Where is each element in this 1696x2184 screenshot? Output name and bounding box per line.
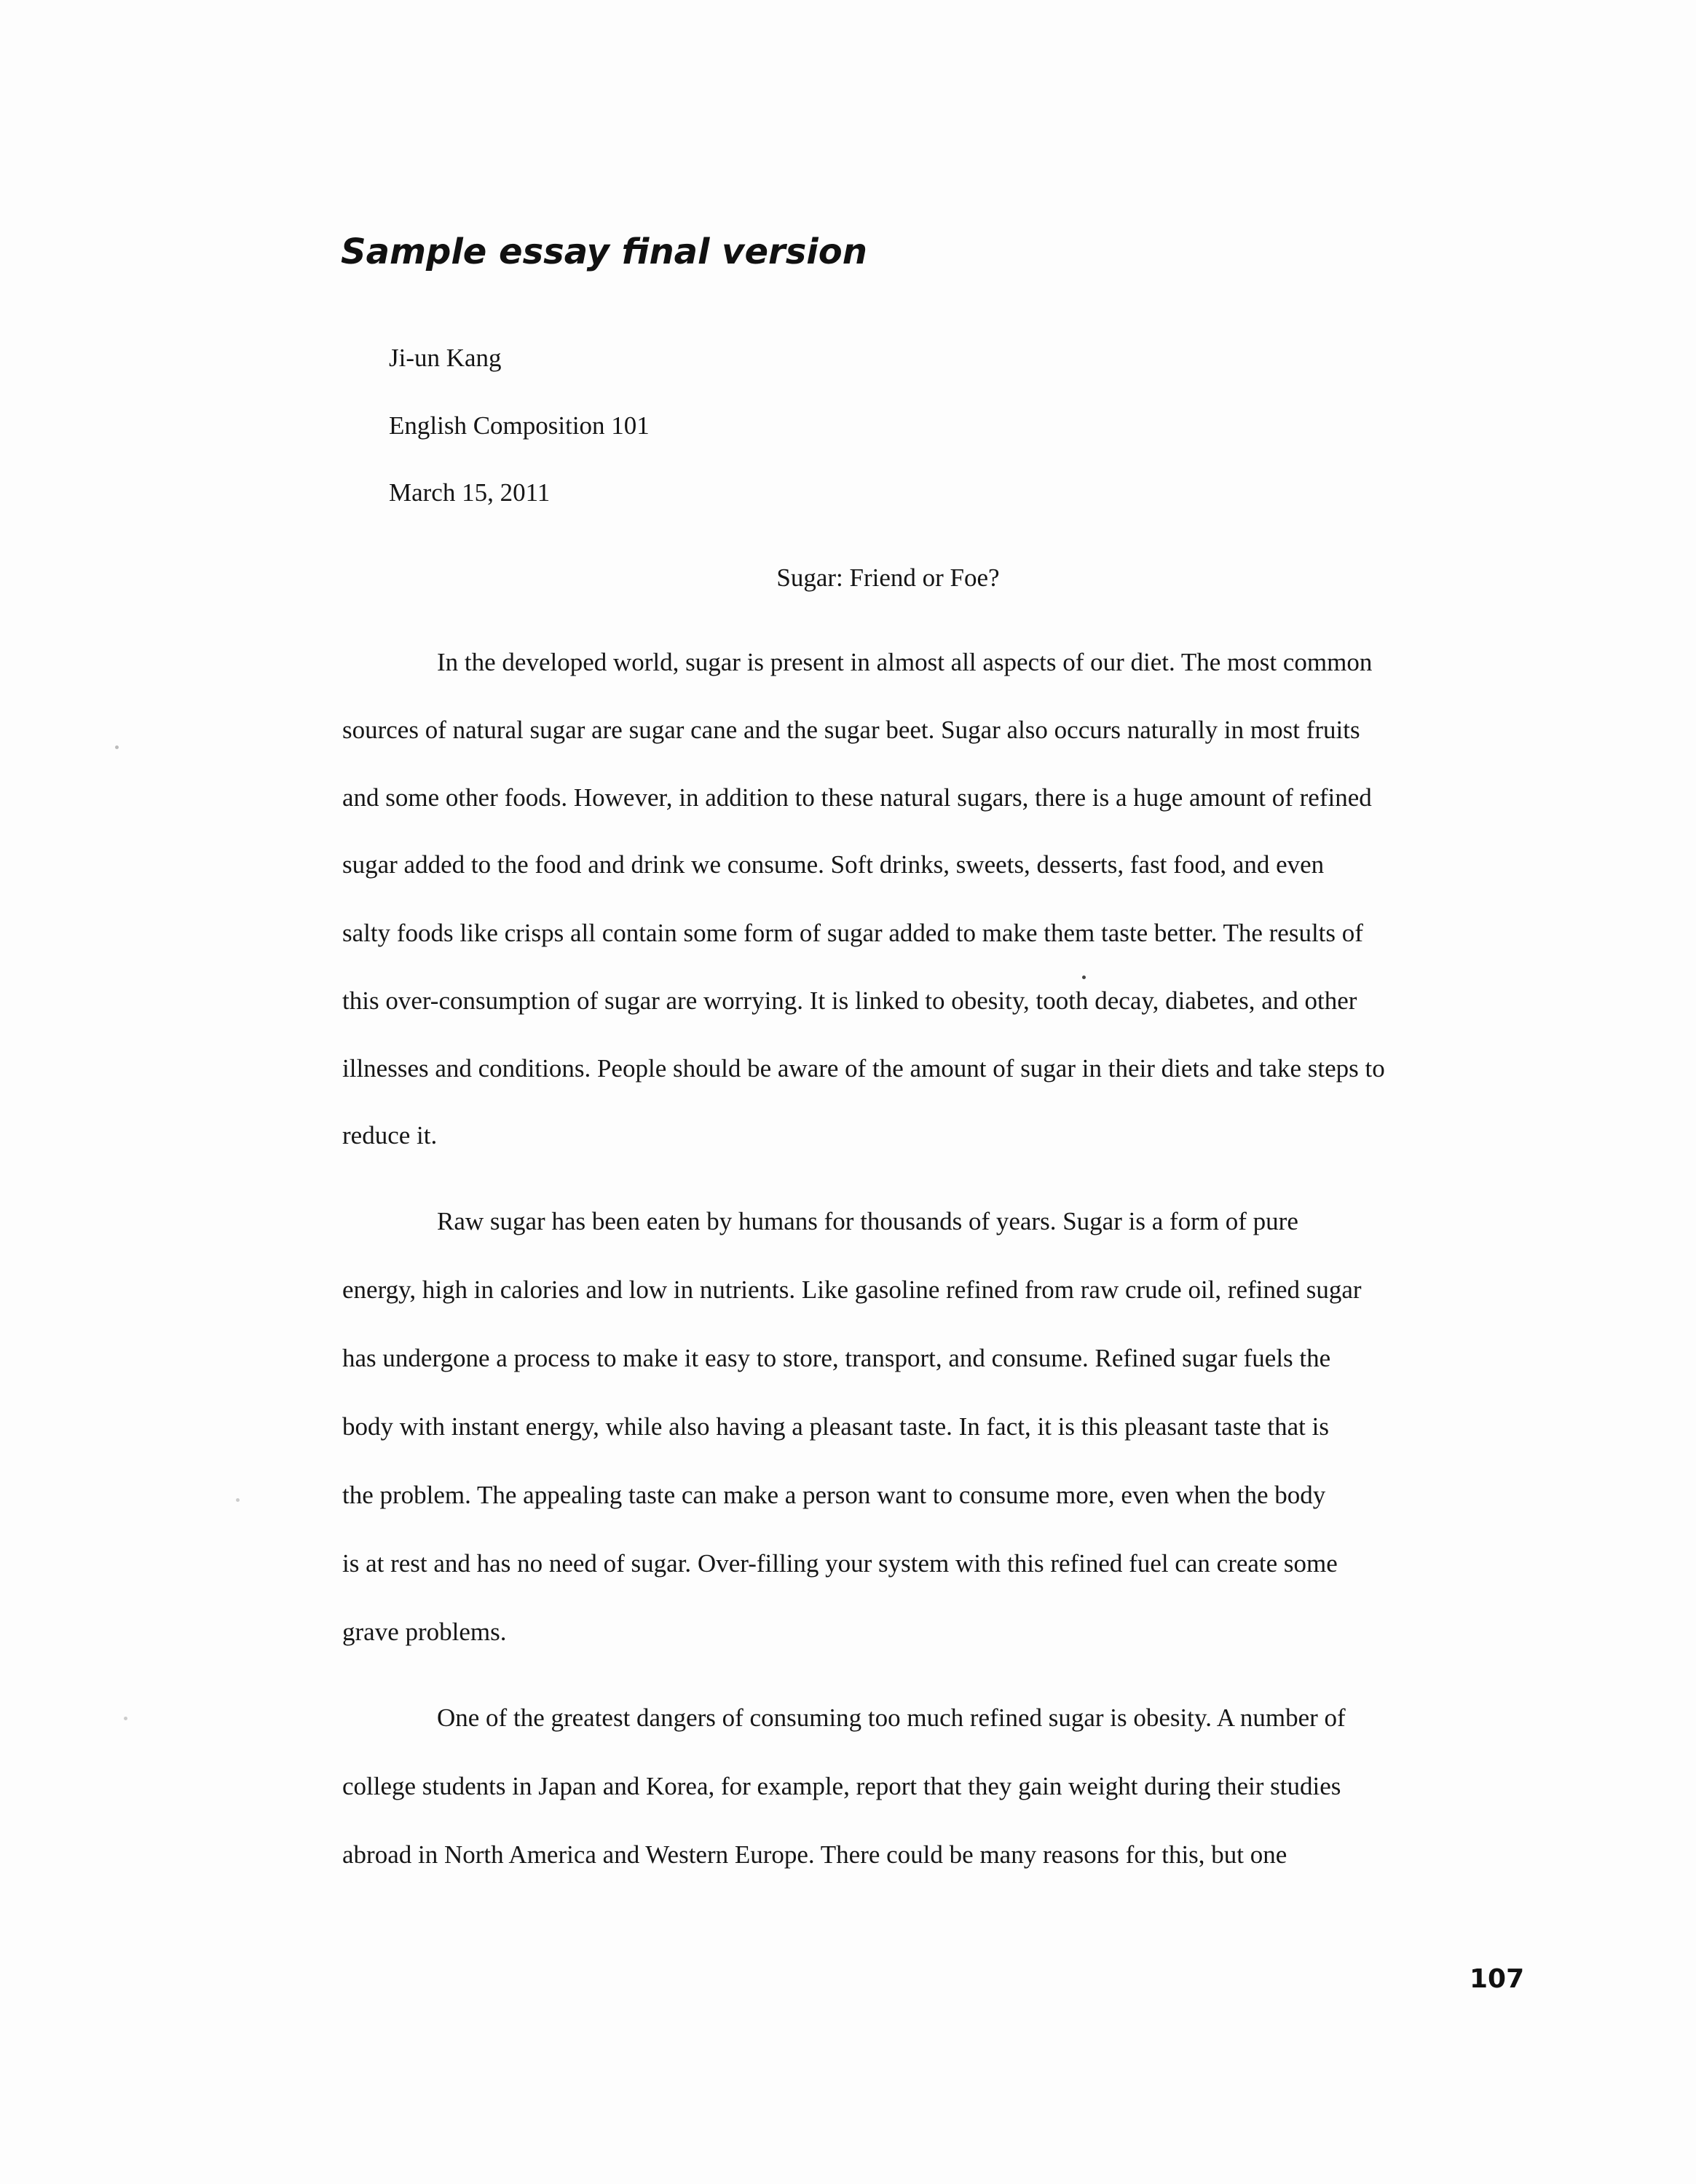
paragraph-line: is at rest and has no need of sugar. Over-filling your system with this refined fuel can create some [342, 1549, 1338, 1578]
paragraph-line: this over-consumption of sugar are worrying. It is linked to obesity, tooth decay, diabetes, and other [342, 986, 1357, 1015]
scan-speck [124, 1717, 127, 1720]
paragraph-line: Raw sugar has been eaten by humans for thousands of years. Sugar is a form of pure [437, 1207, 1298, 1235]
paragraph-line: In the developed world, sugar is present in almost all aspects of our diet. The most common [437, 648, 1373, 676]
paragraph-line: salty foods like crisps all contain some form of sugar added to make them taste better. The results of [342, 919, 1363, 947]
scan-speck [1082, 976, 1086, 979]
section-heading: Sample essay final version [341, 232, 867, 272]
paragraph-line: body with instant energy, while also having a pleasant taste. In fact, it is this pleasant taste that is [342, 1412, 1329, 1441]
author-name: Ji-un Kang [389, 344, 502, 372]
paragraph-line: illnesses and conditions. People should be aware of the amount of sugar in their diets and take steps to [342, 1054, 1385, 1083]
paragraph-line: and some other foods. However, in addition to these natural sugars, there is a huge amount of refined [342, 783, 1372, 812]
essay-title: Sugar: Friend or Foe? [776, 563, 1000, 592]
paragraph-line: One of the greatest dangers of consuming too much refined sugar is obesity. A number of [437, 1704, 1346, 1732]
paragraph-line: reduce it. [342, 1121, 438, 1150]
paragraph-line: abroad in North America and Western Europe. There could be many reasons for this, but one [342, 1840, 1287, 1869]
paragraph-line: has undergone a process to make it easy to store, transport, and consume. Refined sugar fuels the [342, 1344, 1331, 1372]
scan-speck [115, 745, 119, 749]
paragraph-line: sugar added to the food and drink we consume. Soft drinks, sweets, desserts, fast food, and even [342, 850, 1325, 879]
course-name: English Composition 101 [389, 411, 650, 440]
paragraph-line: the problem. The appealing taste can make a person want to consume more, even when the body [342, 1481, 1326, 1509]
essay-date: March 15, 2011 [389, 478, 551, 507]
paragraph-line: sources of natural sugar are sugar cane and the sugar beet. Sugar also occurs naturally in most fruits [342, 716, 1360, 744]
scan-speck [236, 1498, 240, 1502]
paragraph-line: college students in Japan and Korea, for example, report that they gain weight during their studies [342, 1772, 1341, 1800]
paragraph-line: grave problems. [342, 1618, 507, 1646]
paragraph-line: energy, high in calories and low in nutrients. Like gasoline refined from raw crude oil, refined sugar [342, 1275, 1362, 1304]
page-number: 107 [1470, 1964, 1525, 1994]
